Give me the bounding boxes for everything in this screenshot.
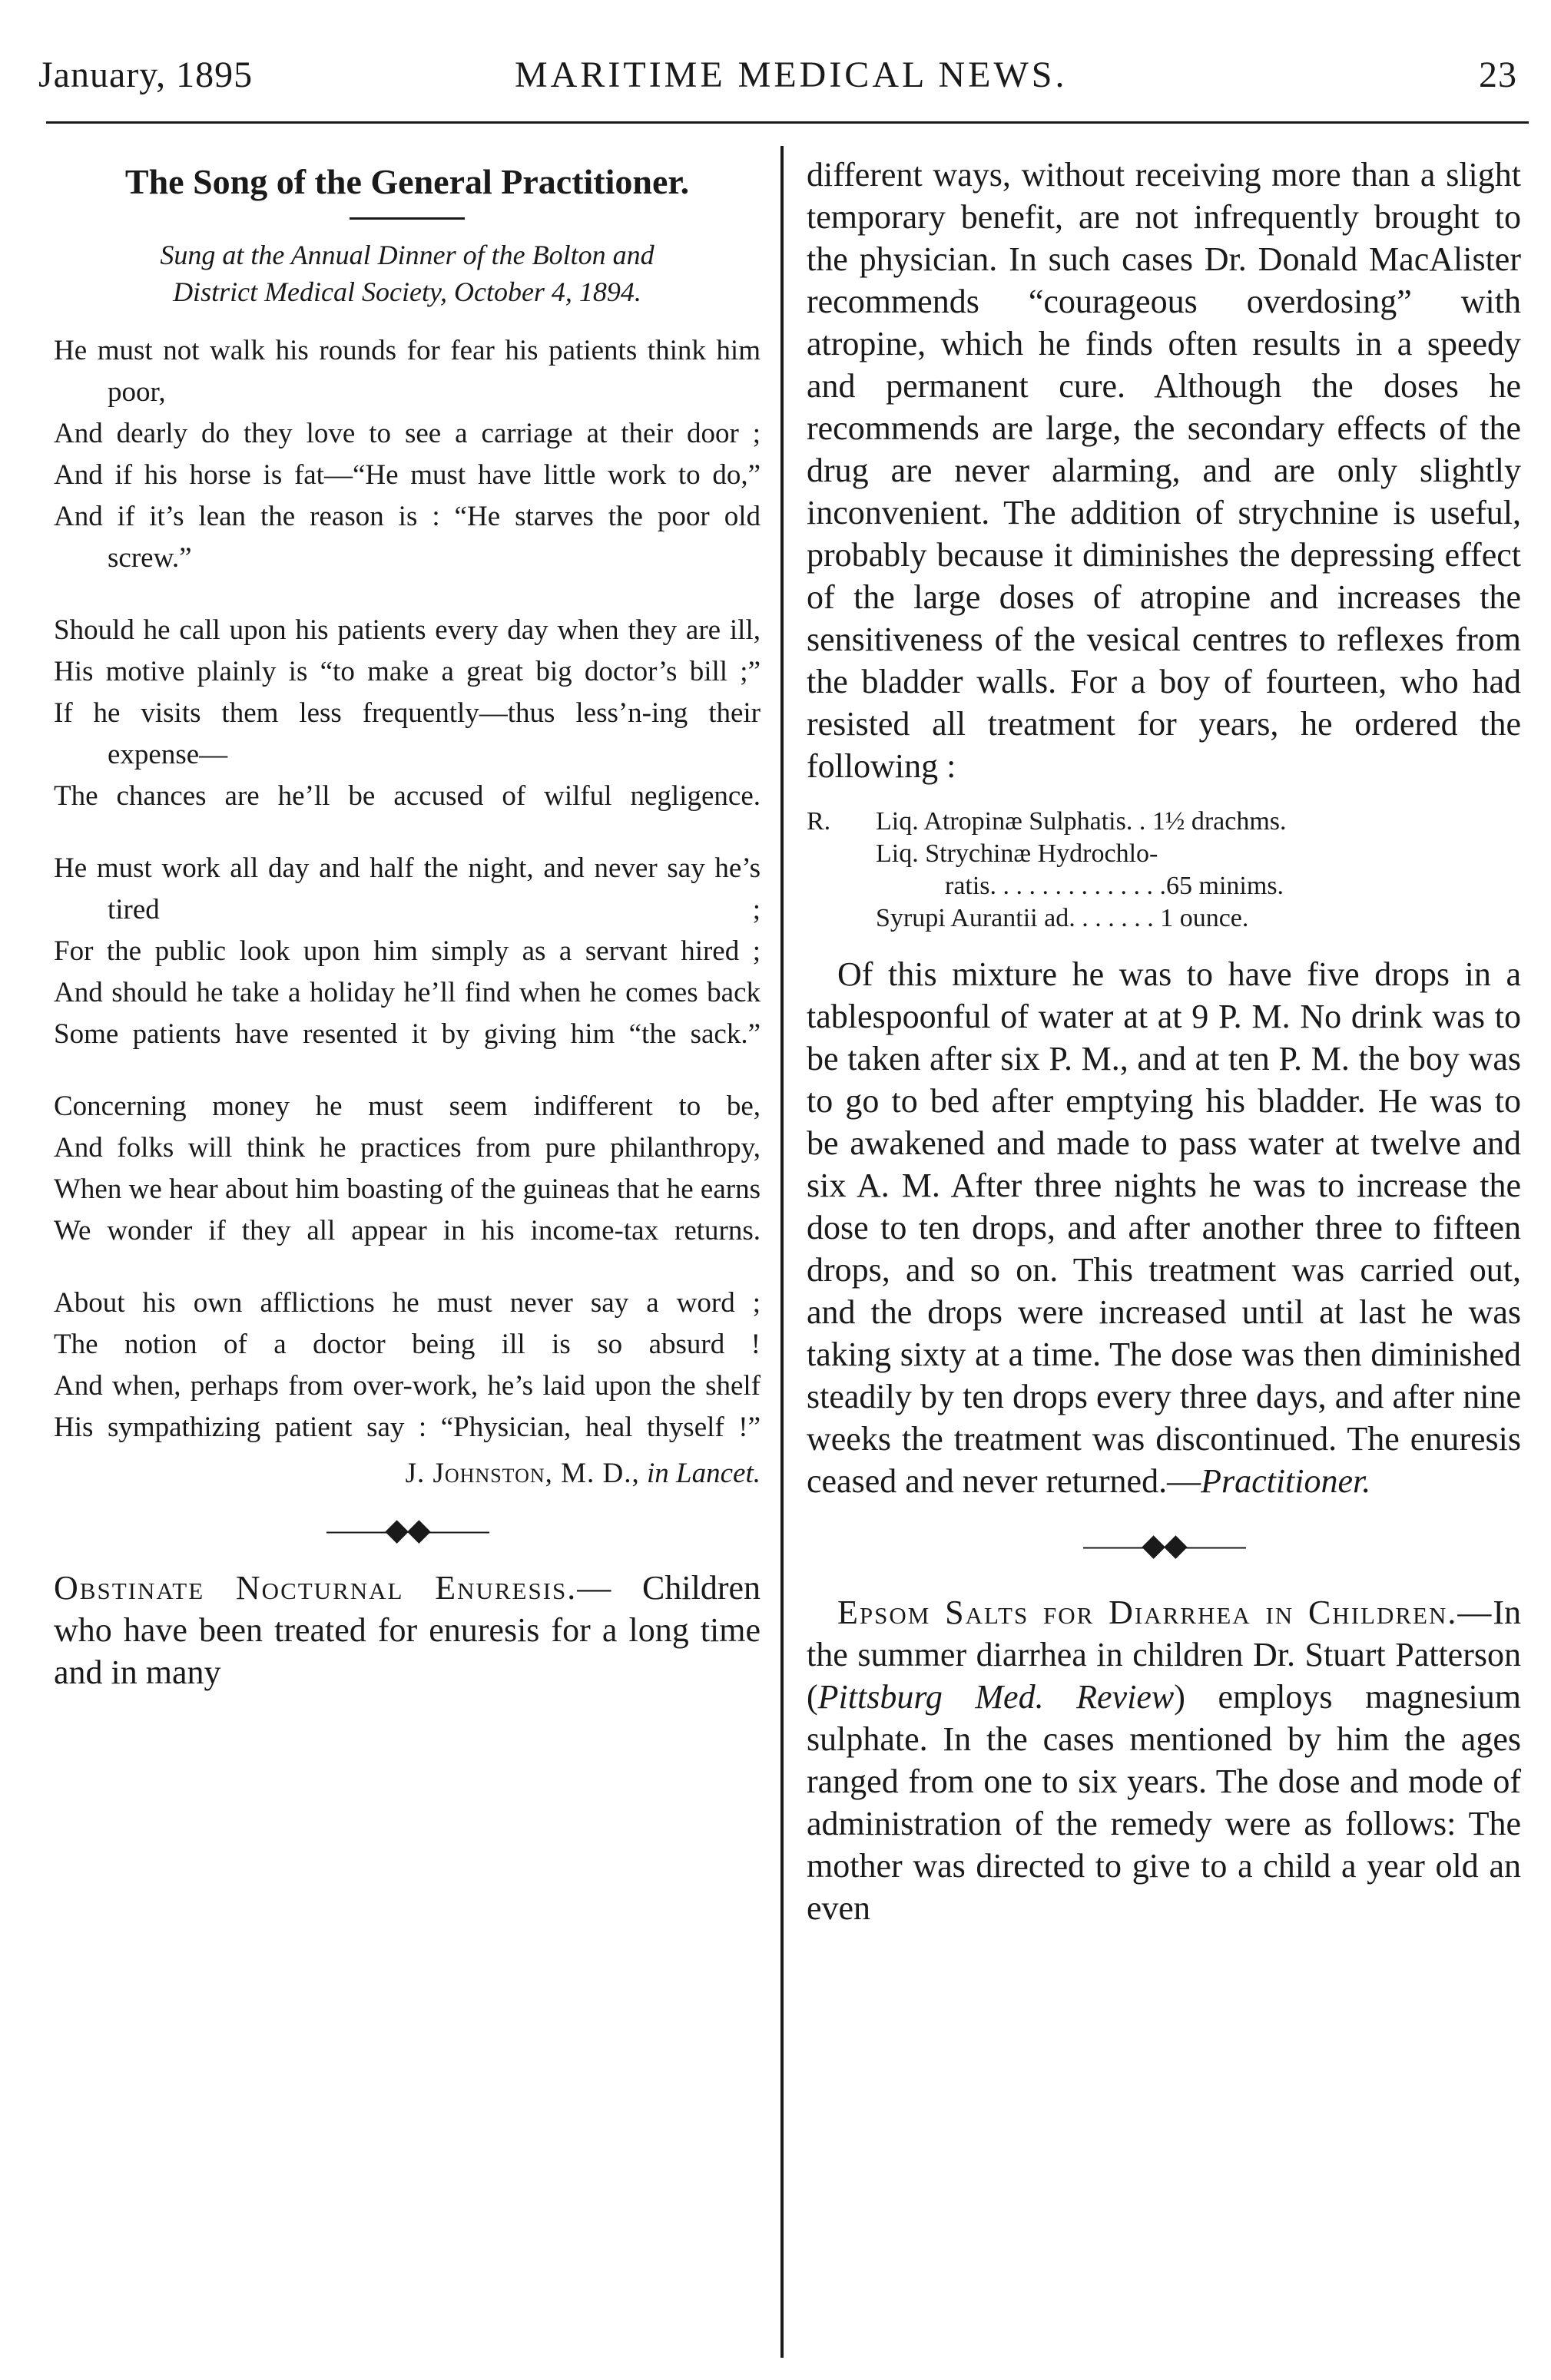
enuresis-intro [54,1567,761,1693]
verse-line: The chances are he’ll be accused of wilful negligence. [54,780,761,812]
issue-date: January, 1895 [38,55,254,95]
paragraph-text: In the summer diarrhea in children Dr. Stuart Patterson ( [807,1594,1521,1716]
header-rule [46,121,1529,124]
verse-line: And if it’s lean the reason is : “He starves the poor old screw.” [54,501,761,574]
verse-line: And folks will think he practices from pure philanthropy, [54,1132,761,1164]
ingredient: Syrupi Aurantii ad. . . . . . . 1 ounce. [876,904,1249,932]
verse-line: For the public look upon him simply as a servant hired ; [54,935,761,967]
verse-line: And when, perhaps from over-work, he’s laid upon the shelf [54,1370,761,1402]
verse-line: The notion of a doctor being ill is so absurd ! [54,1329,761,1360]
enuresis-continued: different ways, without receiving more than a slight temporary benefit, are not infrequently brought to the physician. In such cases Dr. Donald MacAlister recommends “courageous overdosing” with atropine, which he finds often results in a speedy and permanent cure. Although the doses he recommends are large, the secondary effects of the drug are never alarming, and are only slightly inconvenient. The addition of strychnine is useful, probably because it diminishes the depressing effect of the large doses of atropine and increases the sensitiveness of the vesical centres to reflexes from the bladder walls. For a boy of fourteen, who had resisted all treatment for years, he ordered the following : [807,156,1521,785]
column-rule [780,146,784,2358]
poem-stanza [54,1086,761,1252]
verse-line: He must not walk his rounds for fear his patients think him poor, [54,335,761,408]
right-column [807,154,1521,1929]
subtitle-line: Sung at the Annual Dinner of the Bolton and [160,240,655,270]
article-source: Pittsburg Med. Review [817,1678,1175,1716]
section-divider: ——◆◆—— [326,1512,488,1547]
title-rule [350,217,465,220]
verse-line: Should he call upon his patients every day when they are ill, [54,614,761,646]
verse-line: Some patients have resented it by giving him “the sack.” [54,1018,761,1050]
author-name: J. Johnston, M. D., [405,1458,640,1489]
poem-stanza [54,848,761,1055]
subtitle-line: District Medical Society, October 4, 1894. [173,276,641,307]
poem-stanza [54,1283,761,1448]
poem-subtitle [54,237,761,310]
prescription-row [807,902,1521,935]
poem-stanza [54,330,761,579]
paragraph-text: ) employs magnesium sulphate. In the cases mentioned by him the ages ranged from one to six years. The dose and mode of administration of the remedy were as follows: The mother was directed to give to a child a year old an even [807,1678,1521,1927]
paragraph-text: Children who have been treated for enuresis for a long time and in many [54,1569,761,1691]
verse-line: His sympathizing patient say : “Physician, heal thyself !” [54,1412,761,1443]
recipe-symbol: R. [807,807,831,836]
verse-line: And dearly do they love to see a carriage at their door ; [54,418,761,449]
article-source: Practitioner. [1201,1462,1371,1500]
left-column [54,161,761,1693]
verse-line: And should he take a holiday he’ll find when he comes back [54,977,761,1008]
enuresis-directions [807,953,1521,1502]
poem-source: in Lancet. [647,1458,761,1489]
verse-line: He must work all day and half the night, and never say he’s tired ; [54,852,761,925]
ingredient: Liq. Strychinæ Hydrochlo- [876,839,1158,868]
prescription-row [807,838,1521,870]
paragraph-text: Of this mixture he was to have five drops in a tablespoonful of water at at 9 P. M. No drink was to be taken after six P. M., and at ten P. M. the boy was to go to bed after emptying his bladder. He was to be awakened and made to pass water at twelve and six A. M. After three nights he was to increase the dose to ten drops, and after another three to fifteen drops, and so on. This treatment was carried out, and the drops were increased until at last he was taking sixty at a time. The dose was then diminished steadily by ten drops every three days, and after nine weeks the treatment was discontinued. The enuresis ceased and never returned.— [807,955,1521,1500]
section-divider: ——◆◆—— [1083,1528,1244,1562]
journal-title: MARITIME MEDICAL NEWS. [515,55,1068,95]
prescription [807,806,1521,935]
section-heading: Epsom Salts for Diarrhea in Children.— [837,1594,1493,1631]
prescription-row [807,806,1521,838]
poem-attribution [54,1453,761,1495]
verse-line: We wonder if they all appear in his income-tax returns. [54,1215,761,1246]
ingredient: ratis. . . . . . . . . . . . . .65 minims. [945,872,1284,900]
verse-line: When we hear about him boasting of the guineas that he earns [54,1173,761,1205]
section-heading: Obstinate Nocturnal Enuresis.— [54,1569,613,1607]
verse-line: And if his horse is fat—“He must have little work to do,” [54,459,761,491]
verse-line: His motive plainly is “to make a great big doctor’s bill ;” [54,656,761,687]
prescription-row [807,870,1521,902]
epsom-article [807,1591,1521,1929]
page-number: 23 [1479,55,1517,95]
poem-title: The Song of the General Practitioner. [124,162,690,201]
verse-line: Concerning money he must seem indifferent to be, [54,1091,761,1122]
poem-stanza [54,610,761,817]
ingredient: Liq. Atropinæ Sulphatis. . 1½ drachms. [876,807,1287,836]
running-header [38,54,1517,108]
verse-line: If he visits them less frequently—thus less’n-ing their expense— [54,697,761,770]
verse-line: About his own afflictions he must never say a word ; [54,1287,761,1319]
